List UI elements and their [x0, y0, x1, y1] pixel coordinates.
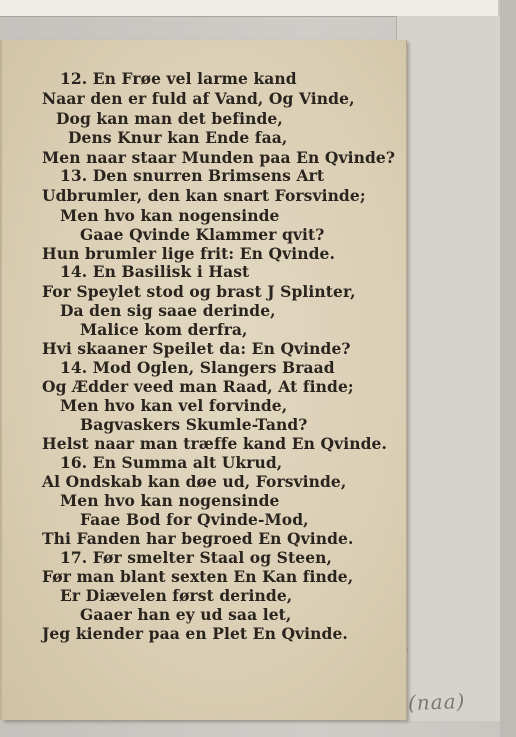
poem-line: Dog kan man det befinde, [56, 109, 283, 128]
poem-line: Men naar staar Munden paa En Qvinde? [42, 148, 396, 167]
poem-line: Hvi skaaner Speilet da: En Qvinde? [42, 339, 351, 358]
pencil-annotation: (naa) [407, 689, 466, 715]
poem-line: 14. Mod Oglen, Slangers Braad [60, 358, 335, 377]
poem-line: 12. En Frøe vel larme kand [60, 69, 297, 88]
mounting-card [396, 16, 502, 721]
poem-line: 14. En Basilisk i Hast [60, 262, 250, 281]
poem-line: Faae Bod for Qvinde-Mod, [80, 510, 309, 529]
poem-line: 13. Den snurren Brimsens Art [60, 166, 325, 185]
poem-line: Da den sig saae derinde, [60, 301, 276, 320]
printed-page [2, 40, 407, 720]
poem-line: Naar den er fuld af Vand, Og Vinde, [42, 89, 355, 108]
poem-line: Jeg kiender paa en Plet En Qvinde. [42, 624, 348, 643]
top-sheet-edge [0, 0, 498, 17]
poem-line: Helst naar man træffe kand En Qvinde. [42, 434, 387, 453]
poem-line: 17. Før smelter Staal og Steen, [60, 548, 333, 567]
poem-line: Gaae Qvinde Klammer qvit? [80, 225, 325, 244]
poem-line: Men hvo kan nogensinde [60, 206, 280, 225]
poem-line: Og Ædder veed man Raad, At finde; [42, 377, 354, 396]
poem-line: Men hvo kan vel forvinde, [60, 396, 288, 415]
poem-line: Malice kom derfra, [80, 320, 248, 339]
poem-line: Al Ondskab kan døe ud, Forsvinde, [42, 472, 347, 491]
poem-line: Udbrumler, den kan snart Forsvinde; [42, 186, 366, 205]
background-strip [500, 0, 516, 737]
poem-line: Gaaer han ey ud saa let, [80, 605, 292, 624]
poem-line: Bagvaskers Skumle-Tand? [80, 415, 308, 434]
poem-line: Hun brumler lige frit: En Qvinde. [42, 244, 335, 263]
poem-line: Men hvo kan nogensinde [60, 491, 280, 510]
poem-line: Før man blant sexten En Kan finde, [42, 567, 354, 586]
poem-line: For Speylet stod og brast J Splinter, [42, 282, 356, 301]
poem-line: Er Diævelen først derinde, [60, 586, 293, 605]
poem-text-block [2, 40, 406, 720]
poem-line: 16. En Summa alt Ukrud, [60, 453, 283, 472]
poem-line: Dens Knur kan Ende faa, [68, 128, 288, 147]
poem-line: Thi Fanden har begroed En Qvinde. [42, 529, 354, 548]
